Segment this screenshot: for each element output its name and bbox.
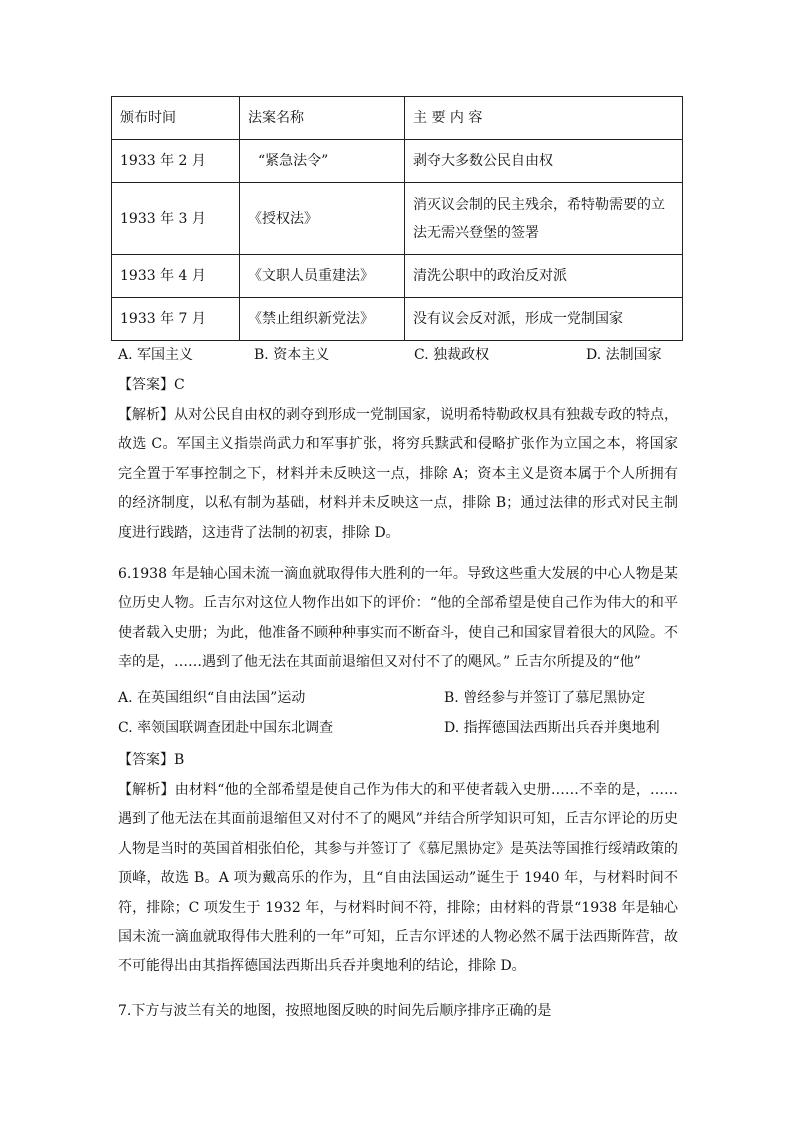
table-row: [112, 140, 683, 183]
table-cell-name: 《禁止组织新党法》: [240, 298, 405, 341]
table-cell-date: 1933 年 3 月: [112, 183, 240, 255]
q7-stem: 7.下方与波兰有关的地图，按照地图反映的时间先后顺序排序正确的是: [118, 1003, 552, 1019]
q6-option-d: D. 指挥德国法西斯出兵吞并奥地利: [444, 720, 660, 736]
q6-option-b: B. 曾经参与并签订了慕尼黑协定: [444, 690, 646, 706]
q6-option-c: C. 率领国联调查团赴中国东北调查: [118, 720, 334, 736]
q6-answer: 【答案】B: [118, 752, 185, 768]
table-cell-name: 《文职人员重建法》: [240, 255, 405, 298]
table-header-row: [112, 97, 683, 140]
q6-analysis: 【解析】由材料“他的全部希望是使自己作为伟大的和平使者载入史册……不幸的是，……遇到了他无法在其面前退缩但又对付不了的飓风”并结合所学知识可知，丘吉尔评论的历史人物是当时的英国首相张伯伦，其参与并签订了《慕尼黑协定》是英法等国推行绥靖政策的顶峰，故选 B。A 项为戴高乐的作为，且“自由法国运动”诞生于 1940 年，与材料时间不符，排除；C 项发生于 1932 年，与材料时间不符，排除；由材料的背景“1938 年是轴心国未流一滴血就取得伟大胜利的一年”可知，丘吉尔评述的人物必然不属于法西斯阵营，故不可能得出由其指挥德国法西斯出兵吞并奥地利的结论，排除 D。: [118, 782, 678, 975]
q6-option-a: A. 在英国组织“自由法国”运动: [118, 690, 306, 706]
q5-option-d: D. 法制国家: [586, 347, 662, 363]
table-header-cell: 主 要 内 容: [405, 97, 683, 140]
table-cell-date: 1933 年 2 月: [112, 140, 240, 183]
q5-option-c: C. 独裁政权: [414, 347, 490, 363]
q5-analysis: 【解析】从对公民自由权的剥夺到形成一党制国家，说明希特勒政权具有独裁专政的特点，故选 C。军国主义指崇尚武力和军事扩张，将穷兵黩武和侵略扩张作为立国之本，将国家完全置于军事控制之下，材料并未反映这一点，排除 A；资本主义是资本属于个人所拥有的经济制度，以私有制为基础，材料并未反映这一点，排除 B；通过法律的形式对民主制度进行践踏，这违背了法制的初衷，排除 D。: [118, 407, 678, 541]
table-cell-date: 1933 年 4 月: [112, 255, 240, 298]
table-cell-content: 消灭议会制的民主残余，希特勒需要的立法无需兴登堡的签署: [405, 183, 683, 255]
table-cell-content: 清洗公职中的政治反对派: [405, 255, 683, 298]
table-row: [112, 255, 683, 298]
table-cell-date: 1933 年 7 月: [112, 298, 240, 341]
table-cell-content: 没有议会反对派，形成一党制国家: [405, 298, 683, 341]
table-cell-name: “紧急法令”: [240, 140, 405, 183]
table-row: [112, 183, 683, 255]
law-table: [111, 96, 683, 341]
table-row: [112, 298, 683, 341]
table-cell-content: 剥夺大多数公民自由权: [405, 140, 683, 183]
q5-option-a: A. 军国主义: [118, 347, 194, 363]
q6-stem: 6.1938 年是轴心国未流一滴血就取得伟大胜利的一年。导致这些重大发展的中心人物是某位历史人物。丘吉尔对这位人物作出如下的评价：“他的全部希望是使自己作为伟大的和平使者载入史册；为此，他准备不顾种种事实而不断奋斗，使自己和国家冒着很大的风险。不幸的是，……遇到了他无法在其面前退缩但又对付不了的飓风。” 丘吉尔所提及的“他”: [118, 566, 678, 671]
table-header-cell: 颁布时间: [112, 97, 240, 140]
q5-answer: 【答案】C: [118, 377, 185, 393]
q5-option-b: B. 资本主义: [254, 347, 330, 363]
table-cell-name: 《授权法》: [240, 183, 405, 255]
table-header-cell: 法案名称: [240, 97, 405, 140]
